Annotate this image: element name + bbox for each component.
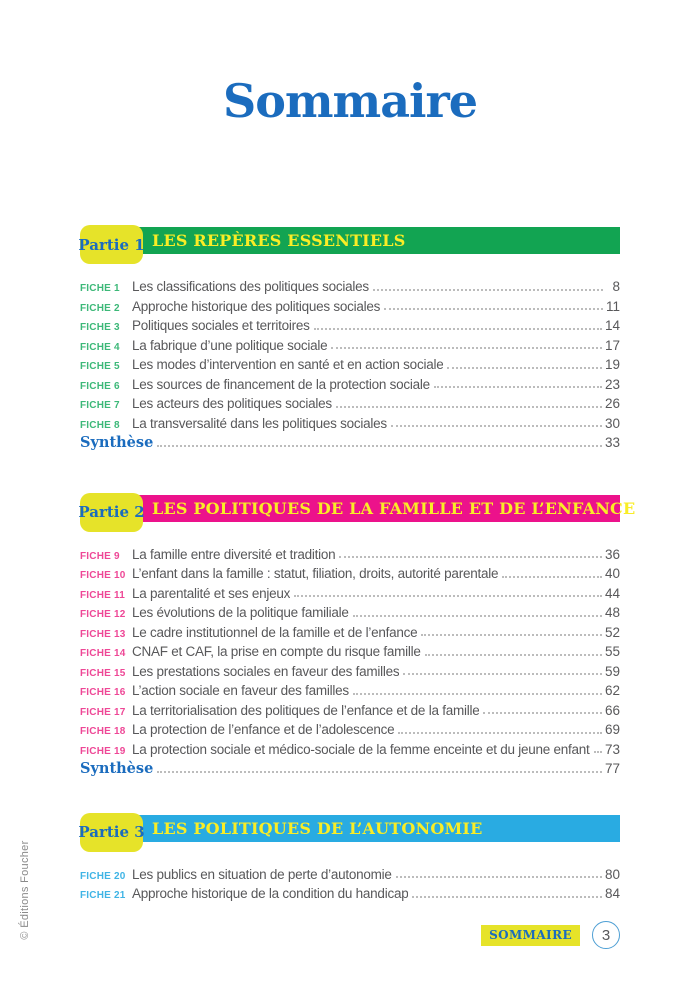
dotted-leader	[373, 289, 603, 291]
entry-page-number: 26	[604, 396, 620, 411]
part-label: Partie 2	[78, 503, 145, 521]
dotted-leader	[353, 615, 602, 617]
entry-page-number: 23	[604, 376, 620, 392]
fiche-label: FICHE 4	[80, 341, 120, 353]
toc-entry	[80, 564, 620, 584]
section-rows	[80, 277, 620, 453]
entry-title: Les publics en situation de perte d’autonomie	[132, 866, 392, 882]
dotted-leader	[434, 386, 602, 388]
fiche-label: FICHE 1	[80, 283, 120, 294]
fiche-label: FICHE 2	[80, 302, 120, 314]
entry-title: Les sources de financement de la protection sociale	[132, 376, 430, 392]
entry-title: Approche historique des politiques sociales	[132, 298, 381, 314]
dotted-leader	[294, 595, 602, 597]
entry-title: La parentalité et ses enjeux	[132, 585, 291, 601]
entry-title: La famille entre diversité et tradition	[132, 546, 336, 562]
part-title: LES REPÈRES ESSENTIELS	[152, 231, 406, 250]
dotted-leader	[157, 771, 602, 773]
toc-entry	[80, 642, 620, 662]
fiche-label: FICHE 3	[80, 322, 120, 333]
entry-page-number: 48	[604, 605, 620, 620]
publisher-credit: © Éditions Foucher	[19, 840, 31, 940]
entry-page-number: 55	[604, 644, 620, 659]
fiche-label: FICHE 8	[80, 419, 120, 431]
dotted-leader	[447, 367, 602, 369]
dotted-leader	[594, 751, 602, 753]
entry-title: La transversalité dans les politiques sociales	[132, 415, 387, 431]
dotted-leader	[502, 576, 602, 578]
entry-title: La territorialisation des politiques de l’enfance et de la famille	[132, 702, 480, 718]
entry-page-number: 8	[612, 279, 620, 294]
toc-entry	[80, 414, 620, 434]
entry-page-number: 17	[604, 337, 620, 353]
entry-page-number: 36	[604, 546, 620, 562]
synthese-label: Synthèse	[80, 434, 154, 451]
fiche-label: FICHE 19	[80, 745, 126, 757]
toc-entry	[80, 394, 620, 414]
fiche-label: FICHE 18	[80, 726, 126, 737]
entry-page-number: 62	[604, 683, 620, 698]
entry-page-number: 33	[604, 435, 620, 450]
part-badge	[80, 813, 143, 852]
dotted-leader	[339, 556, 602, 558]
part-title: LES POLITIQUES DE LA FAMILLE ET DE L’ENFANCE	[152, 498, 636, 518]
entry-title: Les modes d’intervention en santé et en action sociale	[132, 357, 444, 372]
section-rows	[80, 865, 620, 904]
fiche-label: FICHE 16	[80, 687, 126, 698]
entry-page-number: 73	[604, 741, 620, 757]
dotted-leader	[421, 634, 602, 636]
entry-title: L’enfant dans la famille : statut, filiation, droits, autorité parentale	[132, 566, 499, 581]
entry-title: CNAF et CAF, la prise en compte du risque famille	[132, 644, 421, 659]
dotted-leader	[157, 445, 602, 447]
fiche-label: FICHE 12	[80, 609, 126, 620]
toc-entry	[80, 336, 620, 356]
fiche-label: FICHE 11	[80, 589, 125, 601]
entry-title: Le cadre institutionnel de la famille et de l’enfance	[132, 624, 418, 640]
entry-page-number: 59	[604, 663, 620, 679]
dotted-leader	[384, 308, 603, 310]
toc-entry	[80, 623, 620, 643]
fiche-label: FICHE 6	[80, 380, 120, 392]
toc-entry	[80, 884, 620, 904]
fiche-label: FICHE 10	[80, 570, 126, 581]
entry-page-number: 44	[604, 585, 620, 601]
synthese-label: Synthèse	[80, 760, 154, 777]
page-footer	[481, 921, 620, 949]
fiche-label: FICHE 14	[80, 648, 126, 659]
fiche-label: FICHE 9	[80, 550, 120, 562]
entry-page-number: 14	[604, 318, 620, 333]
part-badge	[80, 225, 143, 264]
entry-title: Approche historique de la condition du handicap	[132, 886, 409, 901]
part-label: Partie 3	[78, 823, 145, 841]
entry-page-number: 52	[604, 624, 620, 640]
part-title-bar	[94, 815, 620, 842]
toc-section	[78, 493, 636, 779]
entry-title: La fabrique d’une politique sociale	[132, 337, 328, 353]
dotted-leader	[412, 896, 602, 898]
part-title-bar	[94, 227, 620, 254]
entry-title: Les acteurs des politiques sociales	[132, 396, 332, 411]
entry-title: La protection de l’enfance et de l’adolescence	[132, 722, 395, 737]
section-rows	[80, 545, 620, 779]
entry-title: Les classifications des politiques sociales	[132, 279, 369, 294]
entry-page-number: 84	[604, 886, 620, 901]
entry-page-number: 80	[604, 866, 620, 882]
footer-section-badge: SOMMAIRE	[481, 925, 580, 946]
fiche-label: FICHE 15	[80, 667, 126, 679]
entry-title: La protection sociale et médico-sociale de la femme enceinte et du jeune enfant	[132, 741, 590, 757]
fiche-label: FICHE 17	[80, 706, 126, 718]
toc-entry	[80, 662, 620, 682]
toc-entry	[80, 720, 620, 740]
toc-entry	[80, 865, 620, 885]
entry-page-number: 40	[604, 566, 620, 581]
entry-page-number: 66	[604, 702, 620, 718]
toc-section	[80, 225, 620, 453]
entry-page-number: 19	[604, 357, 620, 372]
entry-title: Les évolutions de la politique familiale	[132, 605, 349, 620]
entry-title: L’action sociale en faveur des familles	[132, 683, 349, 698]
toc-sections	[78, 225, 636, 904]
dotted-leader	[353, 693, 602, 695]
entry-page-number: 30	[604, 415, 620, 431]
synthese-entry	[80, 759, 620, 779]
entry-page-number: 69	[604, 722, 620, 737]
toc-entry	[80, 603, 620, 623]
dotted-leader	[483, 712, 602, 714]
dotted-leader	[314, 328, 602, 330]
toc-entry	[80, 701, 620, 721]
dotted-leader	[425, 654, 602, 656]
part-title-bar	[94, 495, 636, 522]
entry-title: Politiques sociales et territoires	[132, 318, 310, 333]
toc-entry	[80, 375, 620, 395]
part-title: LES POLITIQUES DE L’AUTONOMIE	[152, 818, 483, 838]
dotted-leader	[396, 876, 602, 878]
section-header	[80, 813, 620, 852]
dotted-leader	[331, 347, 602, 349]
toc-entry	[80, 297, 620, 317]
dotted-leader	[336, 406, 602, 408]
entry-title: Les prestations sociales en faveur des familles	[132, 663, 400, 679]
dotted-leader	[398, 732, 602, 734]
page-title: Sommaire	[222, 74, 478, 128]
toc-entry	[80, 316, 620, 336]
entry-page-number: 11	[605, 298, 620, 314]
toc-entry	[80, 545, 620, 565]
part-label: Partie 1	[78, 235, 145, 254]
fiche-label: FICHE 20	[80, 870, 126, 882]
toc-entry	[80, 584, 620, 604]
toc-section	[80, 813, 620, 904]
toc-entry	[80, 277, 620, 297]
part-badge	[80, 493, 143, 532]
page-number-circle: 3	[592, 921, 620, 949]
fiche-label: FICHE 5	[80, 361, 120, 372]
entry-page-number: 77	[604, 761, 620, 776]
section-header	[78, 493, 636, 532]
fiche-label: FICHE 13	[80, 628, 126, 640]
toc-entry	[80, 355, 620, 375]
toc-entry	[80, 681, 620, 701]
synthese-entry	[80, 433, 620, 453]
fiche-label: FICHE 7	[80, 400, 120, 411]
fiche-label: FICHE 21	[80, 890, 126, 901]
toc-entry	[80, 740, 620, 760]
dotted-leader	[403, 673, 602, 675]
dotted-leader	[391, 425, 602, 427]
section-header	[80, 225, 620, 264]
